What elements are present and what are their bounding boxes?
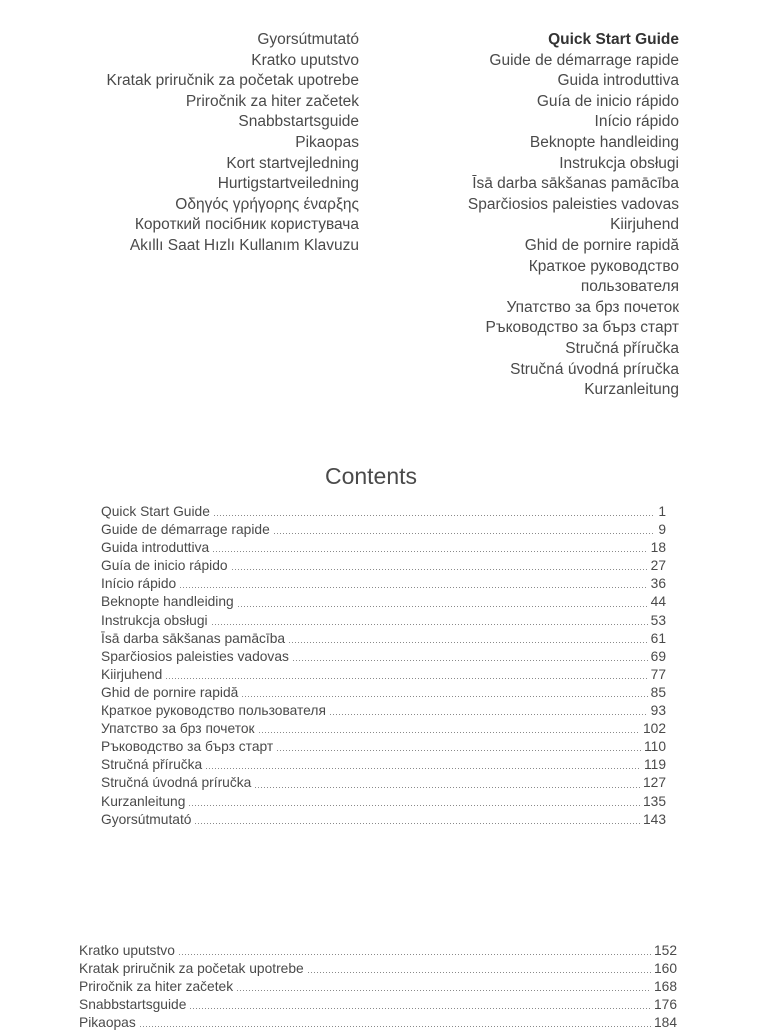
toc-entry[interactable] (79, 978, 677, 996)
language-title: Kurzanleitung (584, 381, 679, 399)
toc-entry[interactable] (101, 738, 666, 756)
toc-entry[interactable] (101, 648, 666, 666)
toc-entry-page: 77 (650, 666, 666, 682)
toc-entry[interactable] (101, 666, 666, 684)
toc-entry-title: Guía de inicio rápido (101, 558, 228, 574)
language-title: Kratko uputstvo (251, 51, 359, 69)
toc-entry-page: 44 (650, 594, 666, 610)
toc-entry-title: Sparčiosios paleisties vadovas (101, 648, 289, 664)
toc-entry-title: Beknopte handleiding (101, 594, 234, 610)
toc-entry-title: Kiirjuhend (101, 666, 163, 682)
toc-entry-page: 119 (644, 757, 666, 773)
toc-entry-title: Guida introduttiva (101, 540, 210, 556)
toc-entry-page: 152 (653, 943, 677, 958)
toc-entry-title: Quick Start Guide (101, 504, 210, 519)
toc-entry-title: Ръководство за бърз старт (101, 739, 274, 755)
dot-leader (212, 551, 648, 552)
toc-entry-title: Stručná příručka (101, 757, 203, 773)
toc-entry[interactable] (101, 811, 666, 829)
toc-entry-page: 36 (650, 576, 666, 592)
language-title: Instrukcja obsługi (559, 154, 679, 172)
toc-entry[interactable] (101, 593, 666, 611)
toc-entry[interactable] (101, 539, 666, 557)
toc-entry[interactable] (101, 793, 666, 811)
toc-entry[interactable] (101, 557, 666, 575)
dot-leader (241, 696, 647, 697)
toc-entry-title: Kurzanleitung (101, 793, 186, 809)
dot-leader (329, 714, 648, 715)
table-of-contents (101, 503, 666, 829)
toc-entry[interactable] (79, 960, 677, 978)
language-list-right (468, 30, 679, 401)
dot-leader (213, 515, 655, 516)
table-of-contents-continued (79, 942, 677, 1032)
dot-leader (236, 990, 651, 991)
toc-entry-title: Ghid de pornire rapidă (101, 684, 239, 700)
toc-entry-page: 143 (642, 811, 666, 827)
toc-entry[interactable] (101, 575, 666, 593)
toc-entry-page: 53 (650, 612, 666, 628)
toc-entry-page: 93 (650, 703, 666, 719)
language-title: Ghid de pornire rapidă (524, 236, 679, 254)
dot-leader (179, 587, 647, 588)
toc-entry-page: 176 (653, 997, 677, 1013)
toc-entry-page: 168 (653, 979, 677, 995)
dot-leader (178, 954, 651, 955)
dot-leader (189, 1008, 651, 1009)
toc-entry-title: Priročnik za hiter začetek (79, 979, 234, 995)
toc-entry-page: 184 (653, 1015, 677, 1031)
dot-leader (307, 972, 651, 973)
dot-leader (188, 805, 640, 806)
toc-entry-title: Īsā darba sākšanas pamācība (101, 630, 286, 646)
dot-leader (211, 624, 648, 625)
toc-entry-page: 135 (642, 793, 666, 809)
language-title: Pikaopas (295, 133, 359, 151)
language-title: Guía de inicio rápido (536, 92, 679, 110)
language-title: Kratak priručnik za početak upotrebe (106, 72, 359, 90)
toc-entry-page: 102 (642, 721, 666, 737)
dot-leader (254, 787, 640, 788)
toc-entry-page: 69 (650, 648, 666, 664)
toc-entry-page: 1 (658, 504, 666, 519)
language-title: Stručná úvodná príručka (510, 360, 679, 378)
toc-entry-title: Instrukcja obsługi (101, 612, 208, 628)
toc-entry-title: Gyorsútmutató (101, 811, 192, 827)
toc-entry[interactable] (101, 612, 666, 630)
language-title: Sparčiosios paleisties vadovas (467, 195, 679, 213)
language-title: Priročnik za hiter začetek (185, 92, 359, 110)
language-title: Краткое руководство (528, 257, 679, 275)
toc-entry-page: 27 (650, 558, 666, 574)
toc-entry-page: 85 (650, 684, 666, 700)
toc-entry-title: Guide de démarrage rapide (101, 522, 270, 538)
dot-leader (205, 768, 641, 769)
language-title: Короткий посібник користувача (134, 216, 359, 234)
toc-entry[interactable] (79, 996, 677, 1014)
toc-entry[interactable] (101, 774, 666, 792)
language-title: Snabbstartsguide (238, 113, 359, 131)
language-title: Упатство за брз почеток (506, 298, 679, 316)
toc-entry-title: Stručná úvodná príručka (101, 775, 252, 791)
contents-heading: Contents (324, 463, 418, 489)
toc-entry-page: 110 (644, 739, 666, 755)
language-title: Kiirjuhend (610, 216, 679, 234)
toc-entry-title: Краткое руководство пользователя (101, 703, 326, 719)
dot-leader (165, 678, 647, 679)
language-title: Οδηγός γρήγορης έναρξης (175, 195, 359, 213)
dot-leader (276, 750, 641, 751)
toc-entry-title: Início rápido (101, 576, 177, 592)
toc-entry-title: Kratak priručnik za početak upotrebe (79, 961, 304, 977)
language-title: пользователя (580, 278, 679, 296)
toc-entry-title: Snabbstartsguide (79, 997, 187, 1013)
dot-leader (292, 660, 648, 661)
toc-entry-title: Упатство за брз почеток (101, 721, 255, 737)
toc-entry[interactable] (101, 684, 666, 702)
toc-entry-page: 9 (658, 522, 666, 538)
language-title: Īsā darba sākšanas pamācība (472, 175, 679, 193)
toc-entry[interactable] (101, 720, 666, 738)
toc-entry[interactable] (79, 1014, 677, 1032)
dot-leader (258, 732, 640, 733)
language-title: Beknopte handleiding (529, 133, 679, 151)
language-title: Início rápido (594, 113, 679, 131)
toc-entry[interactable] (101, 503, 666, 521)
language-title: Akıllı Saat Hızlı Kullanım Klavuzu (129, 236, 359, 254)
toc-entry[interactable] (101, 702, 666, 720)
dot-leader (194, 823, 639, 824)
dot-leader (288, 642, 648, 643)
language-title: Hurtigstartveiledning (217, 175, 359, 193)
language-title: Ръководство за бърз старт (485, 319, 679, 337)
dot-leader (231, 569, 648, 570)
toc-entry-title: Kratko uputstvo (79, 943, 175, 958)
language-title: Guide de démarrage rapide (489, 51, 679, 69)
toc-entry-page: 18 (650, 540, 666, 556)
toc-entry-page: 160 (653, 961, 677, 977)
toc-entry[interactable] (101, 521, 666, 539)
dot-leader (237, 606, 648, 607)
language-title: Guida introduttiva (557, 72, 679, 90)
toc-entry[interactable] (79, 942, 677, 960)
dot-leader (273, 533, 656, 534)
language-title: Quick Start Guide (548, 31, 679, 48)
toc-entry[interactable] (101, 630, 666, 648)
toc-entry-page: 127 (642, 775, 666, 791)
language-title: Gyorsútmutató (257, 31, 359, 48)
toc-entry[interactable] (101, 756, 666, 774)
dot-leader (139, 1026, 651, 1027)
toc-entry-page: 61 (650, 630, 666, 646)
language-title: Stručná příručka (565, 339, 679, 357)
language-list-left (107, 30, 359, 257)
language-title: Kort startvejledning (226, 154, 359, 172)
toc-entry-title: Pikaopas (79, 1015, 136, 1031)
